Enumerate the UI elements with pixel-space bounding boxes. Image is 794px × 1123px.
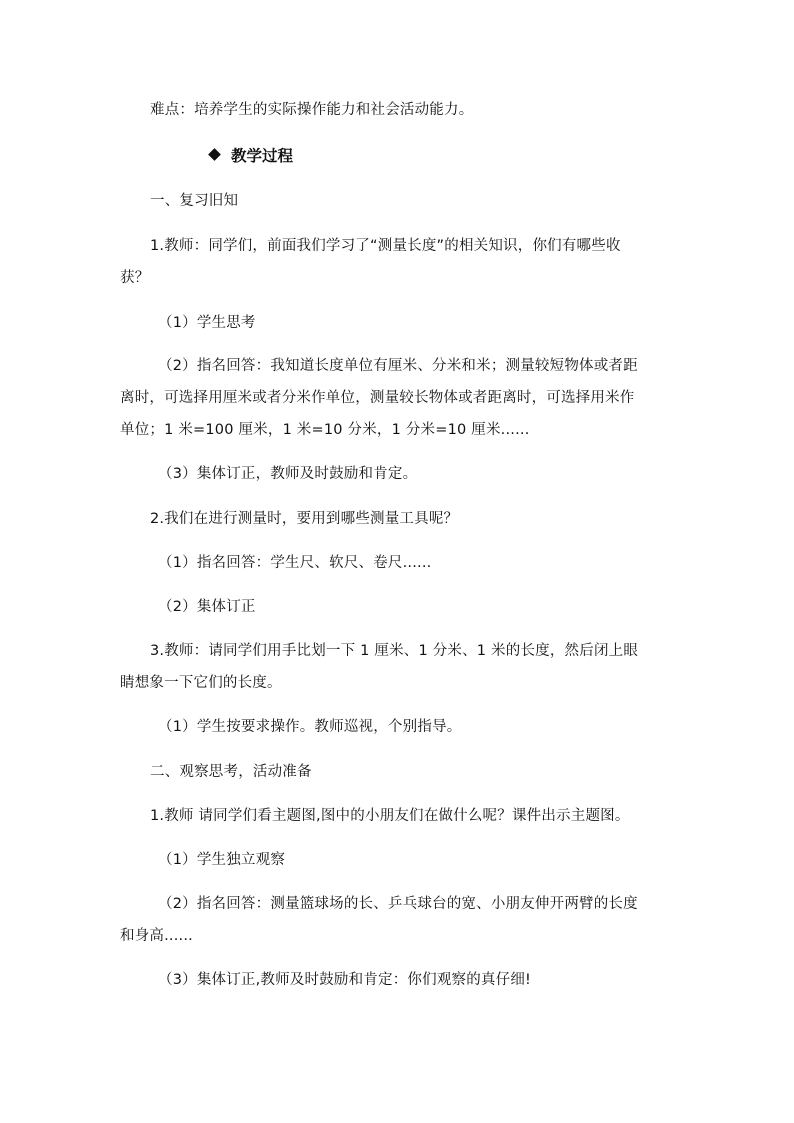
paragraph-line: （3）集体订正,教师及时鼓励和肯定：你们观察的真仔细! bbox=[158, 972, 532, 988]
paragraph-line: （1）学生思考 bbox=[158, 315, 256, 331]
paragraph-line: 离时，可选择用厘米或者分米作单位，测量较长物体或者距离时，可选择用米作 bbox=[120, 390, 635, 406]
paragraph-line: （1）学生独立观察 bbox=[158, 852, 286, 868]
paragraph-line: 1.教师 请同学们看主题图,图中的小朋友们在做什么呢？课件出示主题图。 bbox=[150, 808, 630, 824]
paragraph-line: 获？ bbox=[120, 270, 150, 286]
paragraph-line: 3.教师：请同学们用手比划一下 1 厘米、1 分米、1 米的长度，然后闭上眼 bbox=[150, 643, 639, 659]
paragraph-line: 2.我们在进行测量时，要用到哪些测量工具呢？ bbox=[150, 511, 459, 527]
paragraph-line: （2）指名回答：我知道长度单位有厘米、分米和米；测量较短物体或者距 bbox=[158, 358, 638, 374]
part1-title: 一、复习旧知 bbox=[150, 193, 239, 209]
section-heading bbox=[210, 146, 293, 166]
paragraph-line: （1）指名回答：学生尺、软尺、卷尺...... bbox=[158, 555, 432, 571]
paragraph-line: （2）集体订正 bbox=[158, 599, 256, 615]
diamond-bullet-icon bbox=[208, 148, 221, 161]
paragraph-line: （1）学生按要求操作。教师巡视，个别指导。 bbox=[158, 719, 462, 735]
paragraph-line: （2）指名回答：测量篮球场的长、乒乓球台的宽、小朋友伸开两臂的长度 bbox=[158, 896, 638, 912]
paragraph-line: 睛想象一下它们的长度。 bbox=[120, 675, 282, 691]
paragraph-line: 1.教师：同学们，前面我们学习了“测量长度”的相关知识，你们有哪些收 bbox=[150, 238, 621, 254]
paragraph-line: （3）集体订正，教师及时鼓励和肯定。 bbox=[158, 466, 418, 482]
section-title: 教学过程 bbox=[231, 147, 294, 165]
difficulty-line: 难点：培养学生的实际操作能力和社会活动能力。 bbox=[150, 102, 474, 118]
paragraph-line: 和身高...... bbox=[120, 928, 193, 944]
part2-title: 二、观察思考，活动准备 bbox=[150, 764, 312, 780]
paragraph-line: 单位；1 米=100 厘米，1 米=10 分米，1 分米=10 厘米...... bbox=[120, 422, 530, 438]
